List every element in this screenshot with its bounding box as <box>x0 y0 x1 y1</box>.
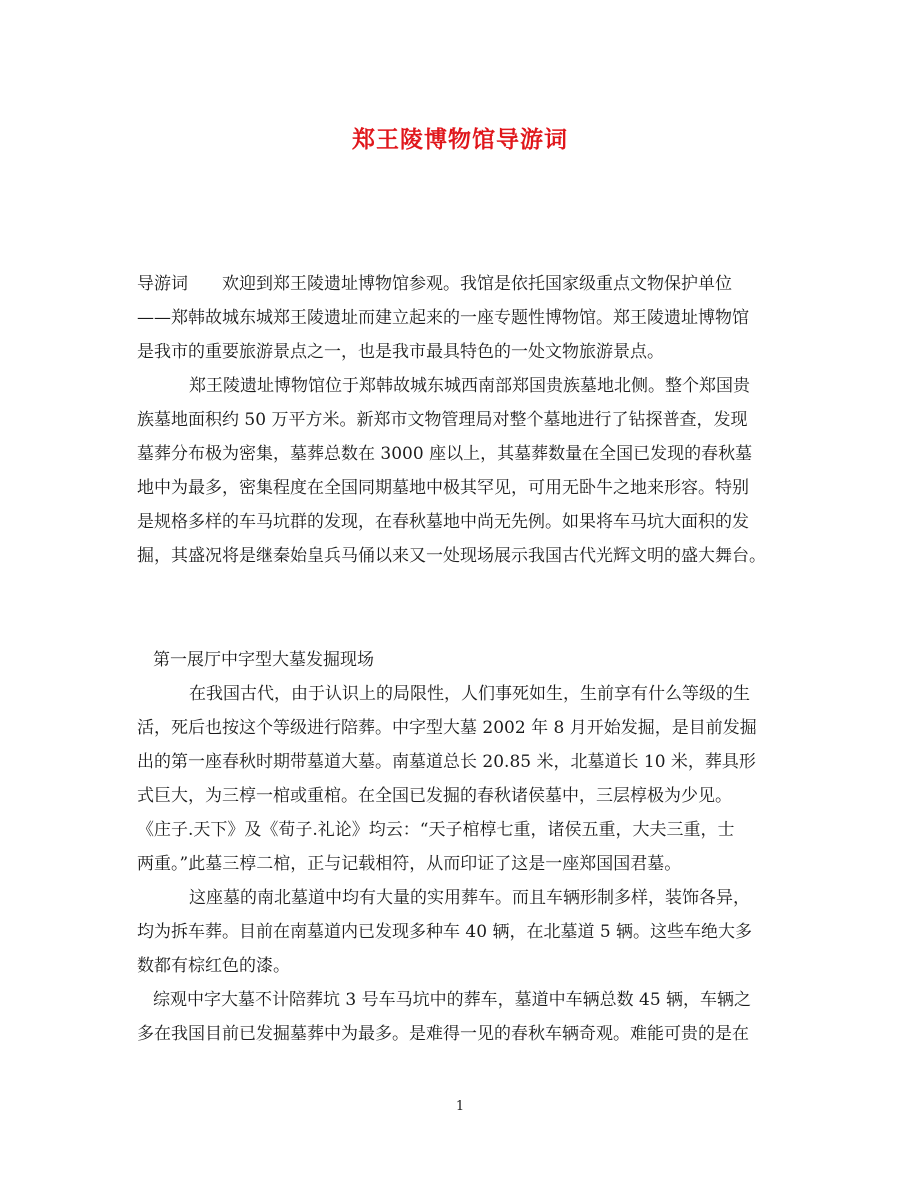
body-line: 导游词 欢迎到郑王陵遗址博物馆参观。我馆是依托国家级重点文物保护单位 <box>137 274 732 294</box>
body-line: 数都有棕红色的漆。 <box>137 956 290 976</box>
body-line: 这座墓的南北墓道中均有大量的实用葬车。而且车辆形制多样，装饰各异， <box>189 888 750 908</box>
section-heading: 第一展厅中字型大墓发掘现场 <box>153 650 374 670</box>
body-line: 墓葬分布极为密集，墓葬总数在 3000 座以上，其墓葬数量在全国已发现的春秋墓 <box>137 444 753 464</box>
body-line: 式巨大，为三椁一棺或重棺。在全国已发掘的春秋诸侯墓中，三层椁极为少见。 <box>137 786 732 806</box>
body-line: 均为拆车葬。目前在南墓道内已发现多种车 40 辆，在北墓道 5 辆。这些车绝大多 <box>137 922 753 942</box>
body-line: 出的第一座春秋时期带墓道大墓。南墓道总长 20.85 米，北墓道长 10 米，葬具形 <box>137 752 756 772</box>
body-line: 《庄子.天下》及《荀子.礼论》均云：“天子棺椁七重，诸侯五重，大夫三重，士 <box>137 820 735 840</box>
document-title: 郑王陵博物馆导游词 <box>352 127 568 153</box>
body-line: 是我市的重要旅游景点之一，也是我市最具特色的一处文物旅游景点。 <box>137 342 664 362</box>
body-line: 综观中字大墓不计陪葬坑 3 号车马坑中的葬车，墓道中车辆总数 45 辆，车辆之 <box>153 990 752 1010</box>
body-line: ——郑韩故城东城郑王陵遗址而建立起来的一座专题性博物馆。郑王陵遗址博物馆 <box>137 308 749 328</box>
body-line: 多在我国目前已发掘墓葬中为最多。是难得一见的春秋车辆奇观。难能可贵的是在 <box>137 1024 749 1044</box>
body-line: 族墓地面积约 50 万平方米。新郑市文物管理局对整个墓地进行了钻探普查，发现 <box>137 410 748 430</box>
body-line: 掘，其盛况将是继秦始皇兵马俑以来又一处现场展示我国古代光辉文明的盛大舞台。 <box>137 546 766 566</box>
body-line: 两重。”此墓三椁二棺，正与记载相符，从而印证了这是一座郑国国君墓。 <box>137 854 682 874</box>
body-line: 在我国古代，由于认识上的局限性，人们事死如生，生前享有什么等级的生 <box>189 684 750 704</box>
body-line: 地中为最多，密集程度在全国同期墓地中极其罕见，可用无卧牛之地来形容。特别 <box>137 478 749 498</box>
body-line: 活，死后也按这个等级进行陪葬。中字型大墓 2002 年 8 月开始发掘，是目前发掘 <box>137 718 757 738</box>
body-line: 郑王陵遗址博物馆位于郑韩故城东城西南部郑国贵族墓地北侧。整个郑国贵 <box>189 376 750 396</box>
body-line: 是规格多样的车马坑群的发现，在春秋墓地中尚无先例。如果将车马坑大面积的发 <box>137 512 749 532</box>
page-number: 1 <box>455 1099 465 1114</box>
